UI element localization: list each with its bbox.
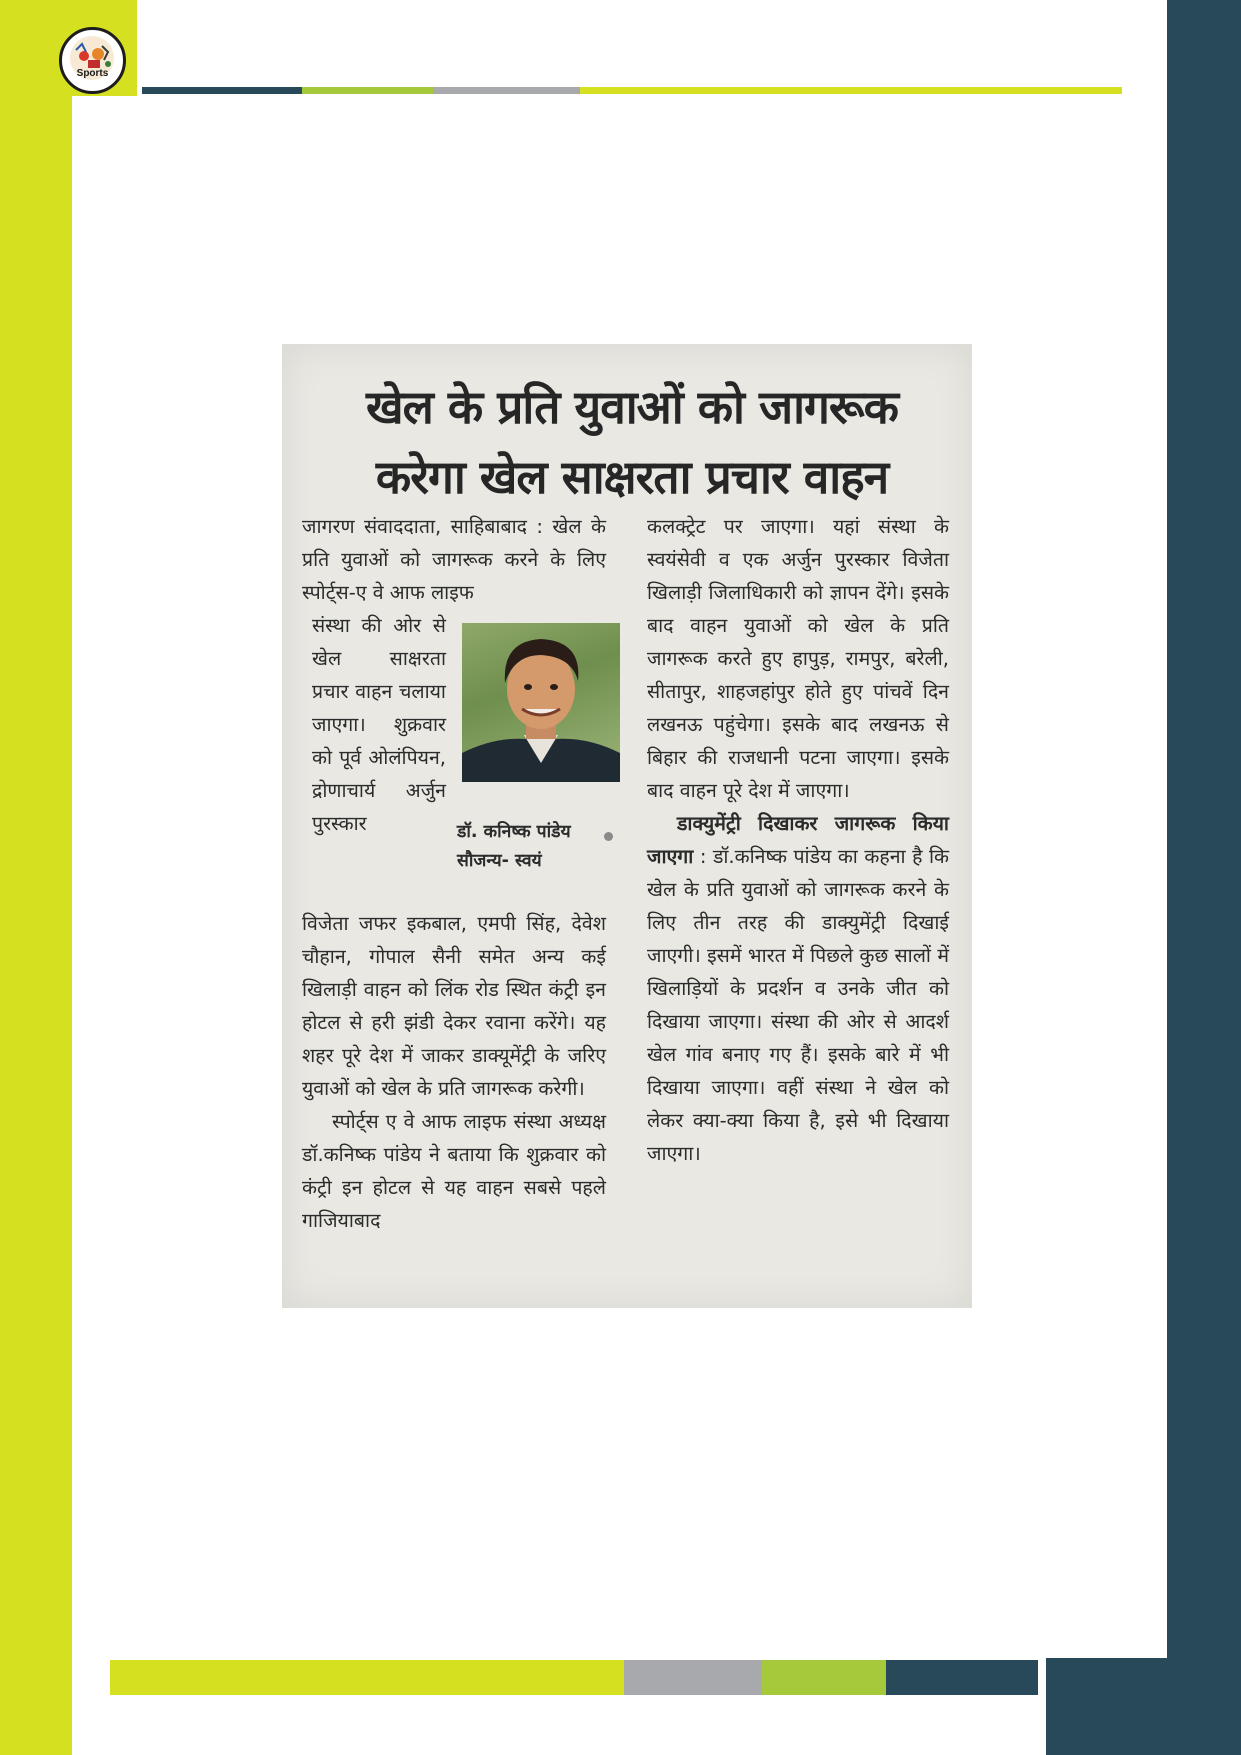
left-column-bottom [302,907,606,1237]
caption-credit: सौजन्य- स्वयं [457,851,542,871]
left-column-paragraph-1: विजेता जफर इकबाल, एमपी सिंह, देवेश चौहान, गोपाल सैनी समेत अन्य कई खिलाड़ी वाहन को लिंक रोड स्थित कंट्री इन होटल से हरी झंडी देकर रवाना करेंगे। यह शहर पूरे देश में जाकर डाक्यूमेंट्री के जरिए युवाओं को खेल के प्रति जागरूक करेगी। [302,912,606,1100]
right-column-subhead: डाक्युमेंट्री दिखाकर जागरूक किया जाएगा [647,812,949,868]
bottom-bar-segment-gray [624,1660,762,1695]
caption-bullet-icon [604,832,613,841]
left-column-intro: जागरण संवाददाता, साहिबाबाद : खेल के प्रति युवाओं को जागरूक करने के लिए स्पोर्ट्स-ए वे आफ लाइफ [302,515,606,604]
right-column-paragraph-2: : डॉ.कनिष्क पांडेय का कहना है कि खेल के प्रति युवाओं को जागरूक करने के लिए तीन तरह की डाक्युमेंट्री दिखाई जाएगी। इसमें भारत में पिछले कुछ सालों में खिलाड़ियों के प्रदर्शन व उनके जीत को दिखाया जाएगा। संस्था की ओर से आदर्श खेल गांव बनाए गए हैं। इसके बारे में भी दिखाया जाएगा। वहीं संस्था ने खेल को लेकर क्या-क्या किया है, इसे भी दिखाया जाएगा। [647,845,949,1165]
left-column-top [302,510,606,609]
caption-name: डॉ. कनिष्क पांडेय [457,822,571,842]
top-bar-segment-lime [580,87,1122,94]
portrait-photo [462,623,620,782]
bottom-divider-bar [110,1660,1038,1695]
left-column-narrow [312,609,446,840]
top-bar-segment-green [302,87,433,94]
sports-logo-icon [62,30,123,91]
newspaper-clipping [282,344,972,1308]
top-divider-bar [142,87,1122,94]
headline-line-1: खेल के प्रति युवाओं को जागरूक [366,380,898,434]
bottom-bar-segment-lime [110,1660,624,1695]
right-column [647,510,949,1170]
article-headline [312,372,952,512]
bottom-right-accent-block [1046,1658,1167,1755]
right-accent-band [1167,0,1241,1755]
left-accent-band [0,0,72,1755]
bottom-bar-segment-navy [886,1660,1038,1695]
photo-caption [457,818,637,876]
sports-logo [59,27,126,94]
top-bar-segment-gray [433,87,580,94]
top-bar-segment-navy [142,87,302,94]
left-column-paragraph-2: स्पोर्ट्स ए वे आफ लाइफ संस्था अध्यक्ष डॉ.कनिष्क पांडेय ने बताया कि शुक्रवार को कंट्री इन होटल से यह वाहन सबसे पहले गाजियाबाद [302,1110,606,1232]
headline-line-2: करेगा खेल साक्षरता प्रचार वाहन [375,450,889,504]
logo-label: Sports [76,68,109,79]
left-column-narrow-text: संस्था की ओर से खेल साक्षरता प्रचार वाहन चलाया जाएगा। शुक्रवार को पूर्व ओलंपियन, द्रोणाचार्य अर्जुन पुरस्कार [312,614,446,835]
bottom-bar-segment-green [762,1660,886,1695]
right-column-paragraph-1: कलक्ट्रेट पर जाएगा। यहां संस्था के स्वयंसेवी व एक अर्जुन पुरस्कार विजेता खिलाड़ी जिलाधिकारी को ज्ञापन देंगे। इसके बाद वाहन युवाओं को खेल के प्रति जागरूक करते हुए हापुड़, रामपुर, बरेली, सीतापुर, शाहजहांपुर होते हुए पांचवें दिन लखनऊ पहुंचेगा। इसके बाद लखनऊ से बिहार की राजधानी पटना जाएगा। इसके बाद वाहन पूरे देश में जाएगा। [647,515,949,802]
person-portrait-icon [462,623,620,782]
